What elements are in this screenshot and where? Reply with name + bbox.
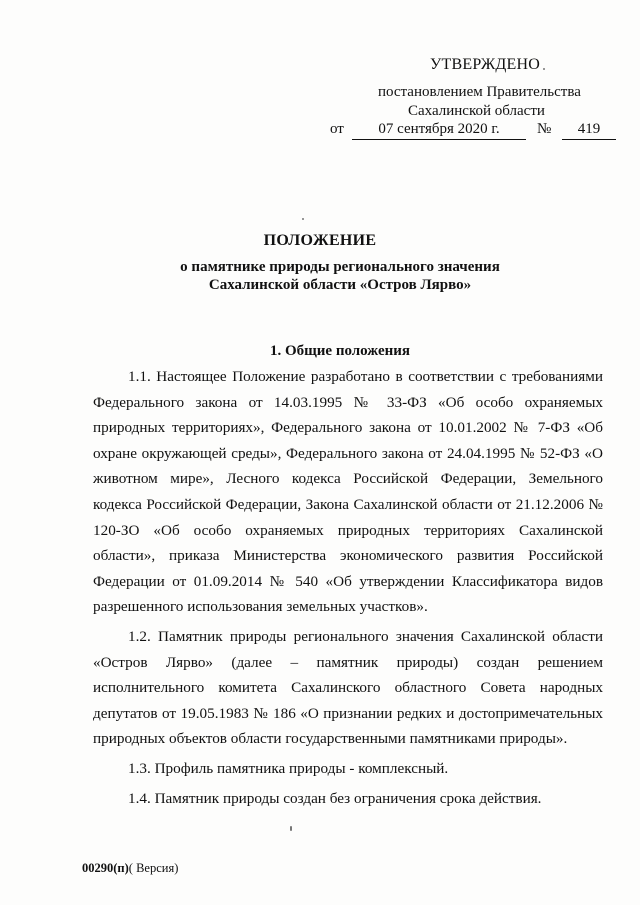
- section-heading: 1. Общие положения: [269, 343, 411, 359]
- document-subtitle-2: Сахалинской области «Остров Лярво»: [208, 277, 472, 293]
- scan-speck: [302, 218, 304, 220]
- approval-line-2: Сахалинской области: [408, 103, 545, 119]
- approval-line-1: постановлением Правительства: [378, 84, 581, 100]
- document-footer: [82, 861, 178, 876]
- scan-speck: [543, 68, 545, 70]
- paragraph-1-2: 1.2. Памятник природы регионального значения Сахалинской области «Остров Лярво» (далее – памятник природы) создан решением исполнительного комитета Сахалинского областного Совета народных депутатов от 19.05.1983 № 186 «О признании редких и достопримечательных природных объектов области государственными памятниками природы».: [93, 627, 603, 748]
- approval-number: 419: [562, 121, 616, 140]
- approval-date-row: [330, 121, 620, 141]
- from-label: от: [330, 121, 344, 137]
- section-body: [93, 364, 603, 815]
- document-code: 00290(п): [82, 861, 129, 875]
- document-subtitle-1: о памятнике природы регионального значения: [180, 259, 500, 275]
- document-version: ( Версия): [128, 861, 179, 875]
- paragraph-1-1: 1.1. Настоящее Положение разработано в соответствии с требованиями Федерального закона от 14.03.1995 № 33-ФЗ «Об особо охраняемых природных территориях», Федерального закона от 10.01.2002 № 7-ФЗ «Об охране окружающей среды», Федерального закона от 24.04.1995 № 52-ФЗ «О животном мире», Лесного кодекса Российской Федерации, Земельного кодекса Российской Федерации, Закона Сахалинской области от 21.12.2006 № 120-ЗО «Об особо охраняемых природных территориях Сахалинской области», приказа Министерства экономического развития Российской Федерации от 01.09.2014 № 540 «Об утверждении Классификатора видов разрешенного использования земельных участков».: [93, 368, 603, 616]
- document-title: ПОЛОЖЕНИЕ: [263, 232, 377, 249]
- scan-speck: [290, 826, 292, 831]
- number-label: №: [537, 121, 552, 137]
- paragraph-1-3: 1.3. Профиль памятника природы - комплексный.: [128, 759, 449, 777]
- paragraph-1-4: 1.4. Памятник природы создан без ограничения срока действия.: [128, 789, 542, 807]
- approval-date: 07 сентября 2020 г.: [352, 121, 526, 140]
- approval-stamp-title: УТВЕРЖДЕНО: [430, 56, 541, 73]
